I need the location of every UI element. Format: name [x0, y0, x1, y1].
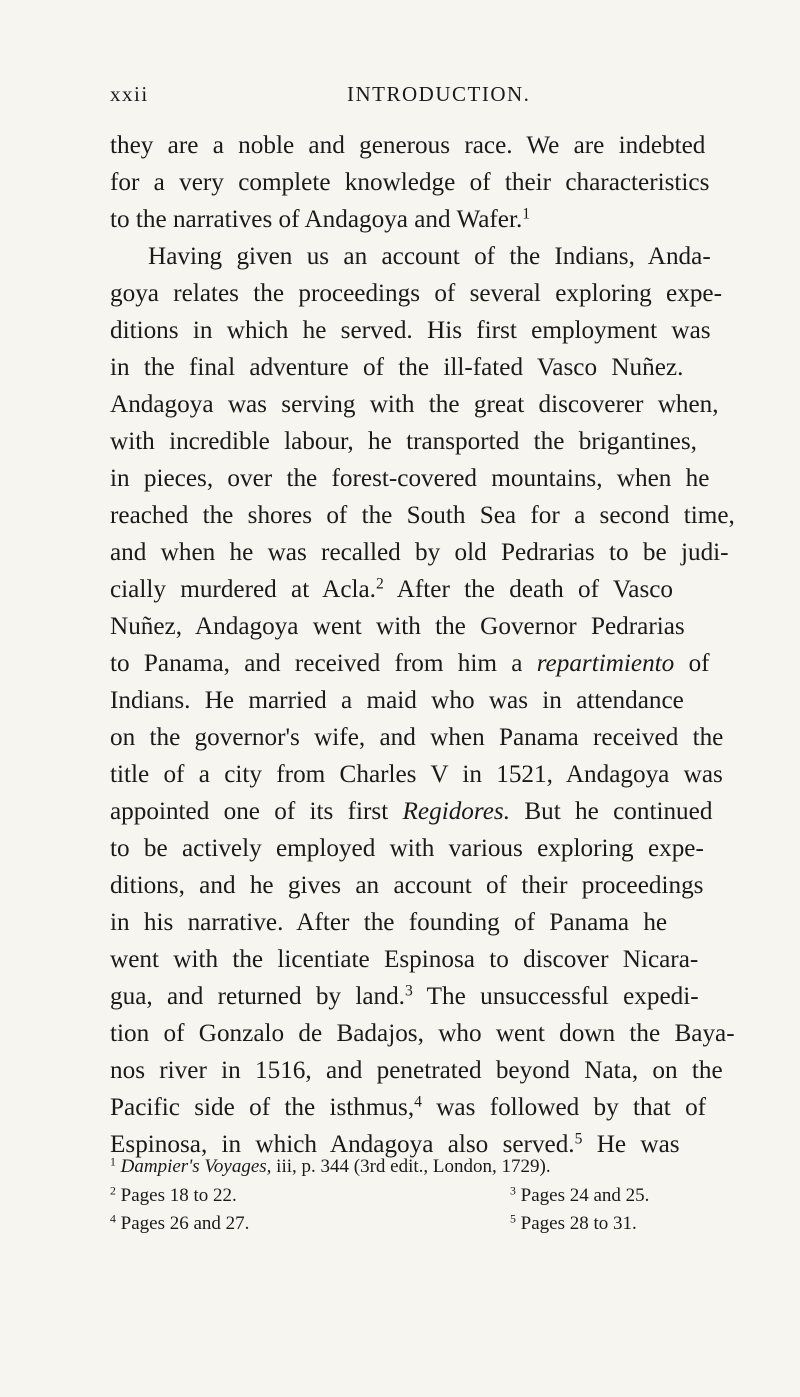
text-run: to the narratives of Andagoya and Wafer.: [110, 206, 523, 233]
text-line: with incredible labour, he transported the brigantines,: [110, 428, 697, 455]
text-run: to Panama, and received from him a: [110, 650, 537, 677]
text-line: went with the licentiate Espinosa to discover Nicara-: [110, 946, 699, 973]
text-line: [110, 978, 770, 1015]
text-run: After the death of Vasco: [383, 576, 674, 603]
text-line: ditions in which he served. His first employment was: [110, 317, 711, 344]
text-line: goya relates the proceedings of several exploring expe-: [110, 280, 722, 307]
text-line: [110, 201, 770, 238]
text-line: tion of Gonzalo de Badajos, who went down the Baya-: [110, 1020, 735, 1047]
footnote-text: Pages 26 and 27.: [115, 1213, 250, 1234]
footnote-mark: 2: [110, 1184, 116, 1198]
text-line: and when he was recalled by old Pedrarias to be judi-: [110, 539, 729, 566]
footnote-mark: 1: [110, 1155, 116, 1169]
text-line: Andagoya was serving with the great discoverer when,: [110, 391, 719, 418]
footnote-ref: 4: [414, 1093, 422, 1111]
text-line: on the governor's wife, and when Panama received the: [110, 724, 724, 751]
text-line: to be actively employed with various exploring expe-: [110, 835, 704, 862]
footnote-row: [110, 1185, 770, 1215]
footnote-ref: 1: [522, 205, 531, 223]
footnote-5: [510, 1213, 637, 1235]
text-run: But he continued: [510, 798, 713, 825]
text-run: cially murdered at Acla.: [110, 576, 376, 603]
footnote-text: Pages 24 and 25.: [515, 1185, 650, 1206]
text-line: in pieces, over the forest-covered mountains, when he: [110, 465, 710, 492]
italic-term: Regidores.: [402, 798, 511, 825]
footnote-italic: Dampier's Voyages,: [120, 1156, 272, 1177]
page-number: xxii: [110, 82, 149, 106]
footnote-mark: 4: [110, 1212, 116, 1226]
text-run: Pacific side of the isthmus,: [110, 1094, 415, 1121]
text-run: was followed by that of: [421, 1094, 707, 1121]
footnote-2: [110, 1185, 237, 1206]
running-header: [110, 82, 715, 112]
text-line: Indians. He married a maid who was in attendance: [110, 687, 684, 714]
text-run: The unsuccessful expedi-: [412, 983, 699, 1010]
text-line: ditions, and he gives an account of their proceedings: [110, 872, 704, 899]
body-text: [110, 127, 770, 1163]
text-run: appointed one of its first: [110, 798, 403, 825]
footnote-3: [510, 1185, 649, 1207]
text-line: reached the shores of the South Sea for a second time,: [110, 502, 735, 529]
footnote-1: [110, 1156, 770, 1186]
text-line: Having given us an account of the Indians, Anda-: [148, 243, 711, 270]
text-line: title of a city from Charles V in 1521, Andagoya was: [110, 761, 723, 788]
footnote-ref: 3: [404, 982, 413, 1000]
text-line: nos river in 1516, and penetrated beyond Nata, on the: [110, 1057, 723, 1084]
running-title: INTRODUCTION.: [347, 82, 531, 106]
italic-term: repartimiento: [536, 650, 675, 677]
text-line: [110, 1089, 770, 1126]
text-line: [110, 793, 770, 830]
text-line: in the final adventure of the ill-fated Vasco Nuñez.: [110, 354, 684, 381]
footnote-row: [110, 1213, 770, 1243]
footnote-text: Pages 28 to 31.: [515, 1213, 637, 1234]
text-run: Espinosa, in which Andagoya also served.: [110, 1131, 575, 1158]
footnote-4: [110, 1213, 249, 1234]
text-run: He was: [582, 1131, 680, 1158]
text-run: of: [674, 650, 710, 677]
text-line: they are a noble and generous race. We are indebted: [110, 132, 706, 159]
text-run: gua, and returned by land.: [110, 983, 405, 1010]
text-line: for a very complete knowledge of their characteristics: [110, 169, 710, 196]
footnote-text: iii, p. 344 (3rd edit., London, 1729).: [271, 1156, 551, 1177]
footnote-mark: 5: [510, 1212, 516, 1226]
text-line: [110, 571, 770, 608]
text-line: Nuñez, Andagoya went with the Governor Pedrarias: [110, 613, 685, 640]
text-line: [110, 645, 770, 682]
footnote-ref: 5: [574, 1130, 583, 1148]
footnote-text: Pages 18 to 22.: [115, 1185, 237, 1206]
footnote-mark: 3: [510, 1184, 516, 1198]
text-line: in his narrative. After the founding of Panama he: [110, 909, 668, 936]
footnote-ref: 2: [375, 575, 384, 593]
